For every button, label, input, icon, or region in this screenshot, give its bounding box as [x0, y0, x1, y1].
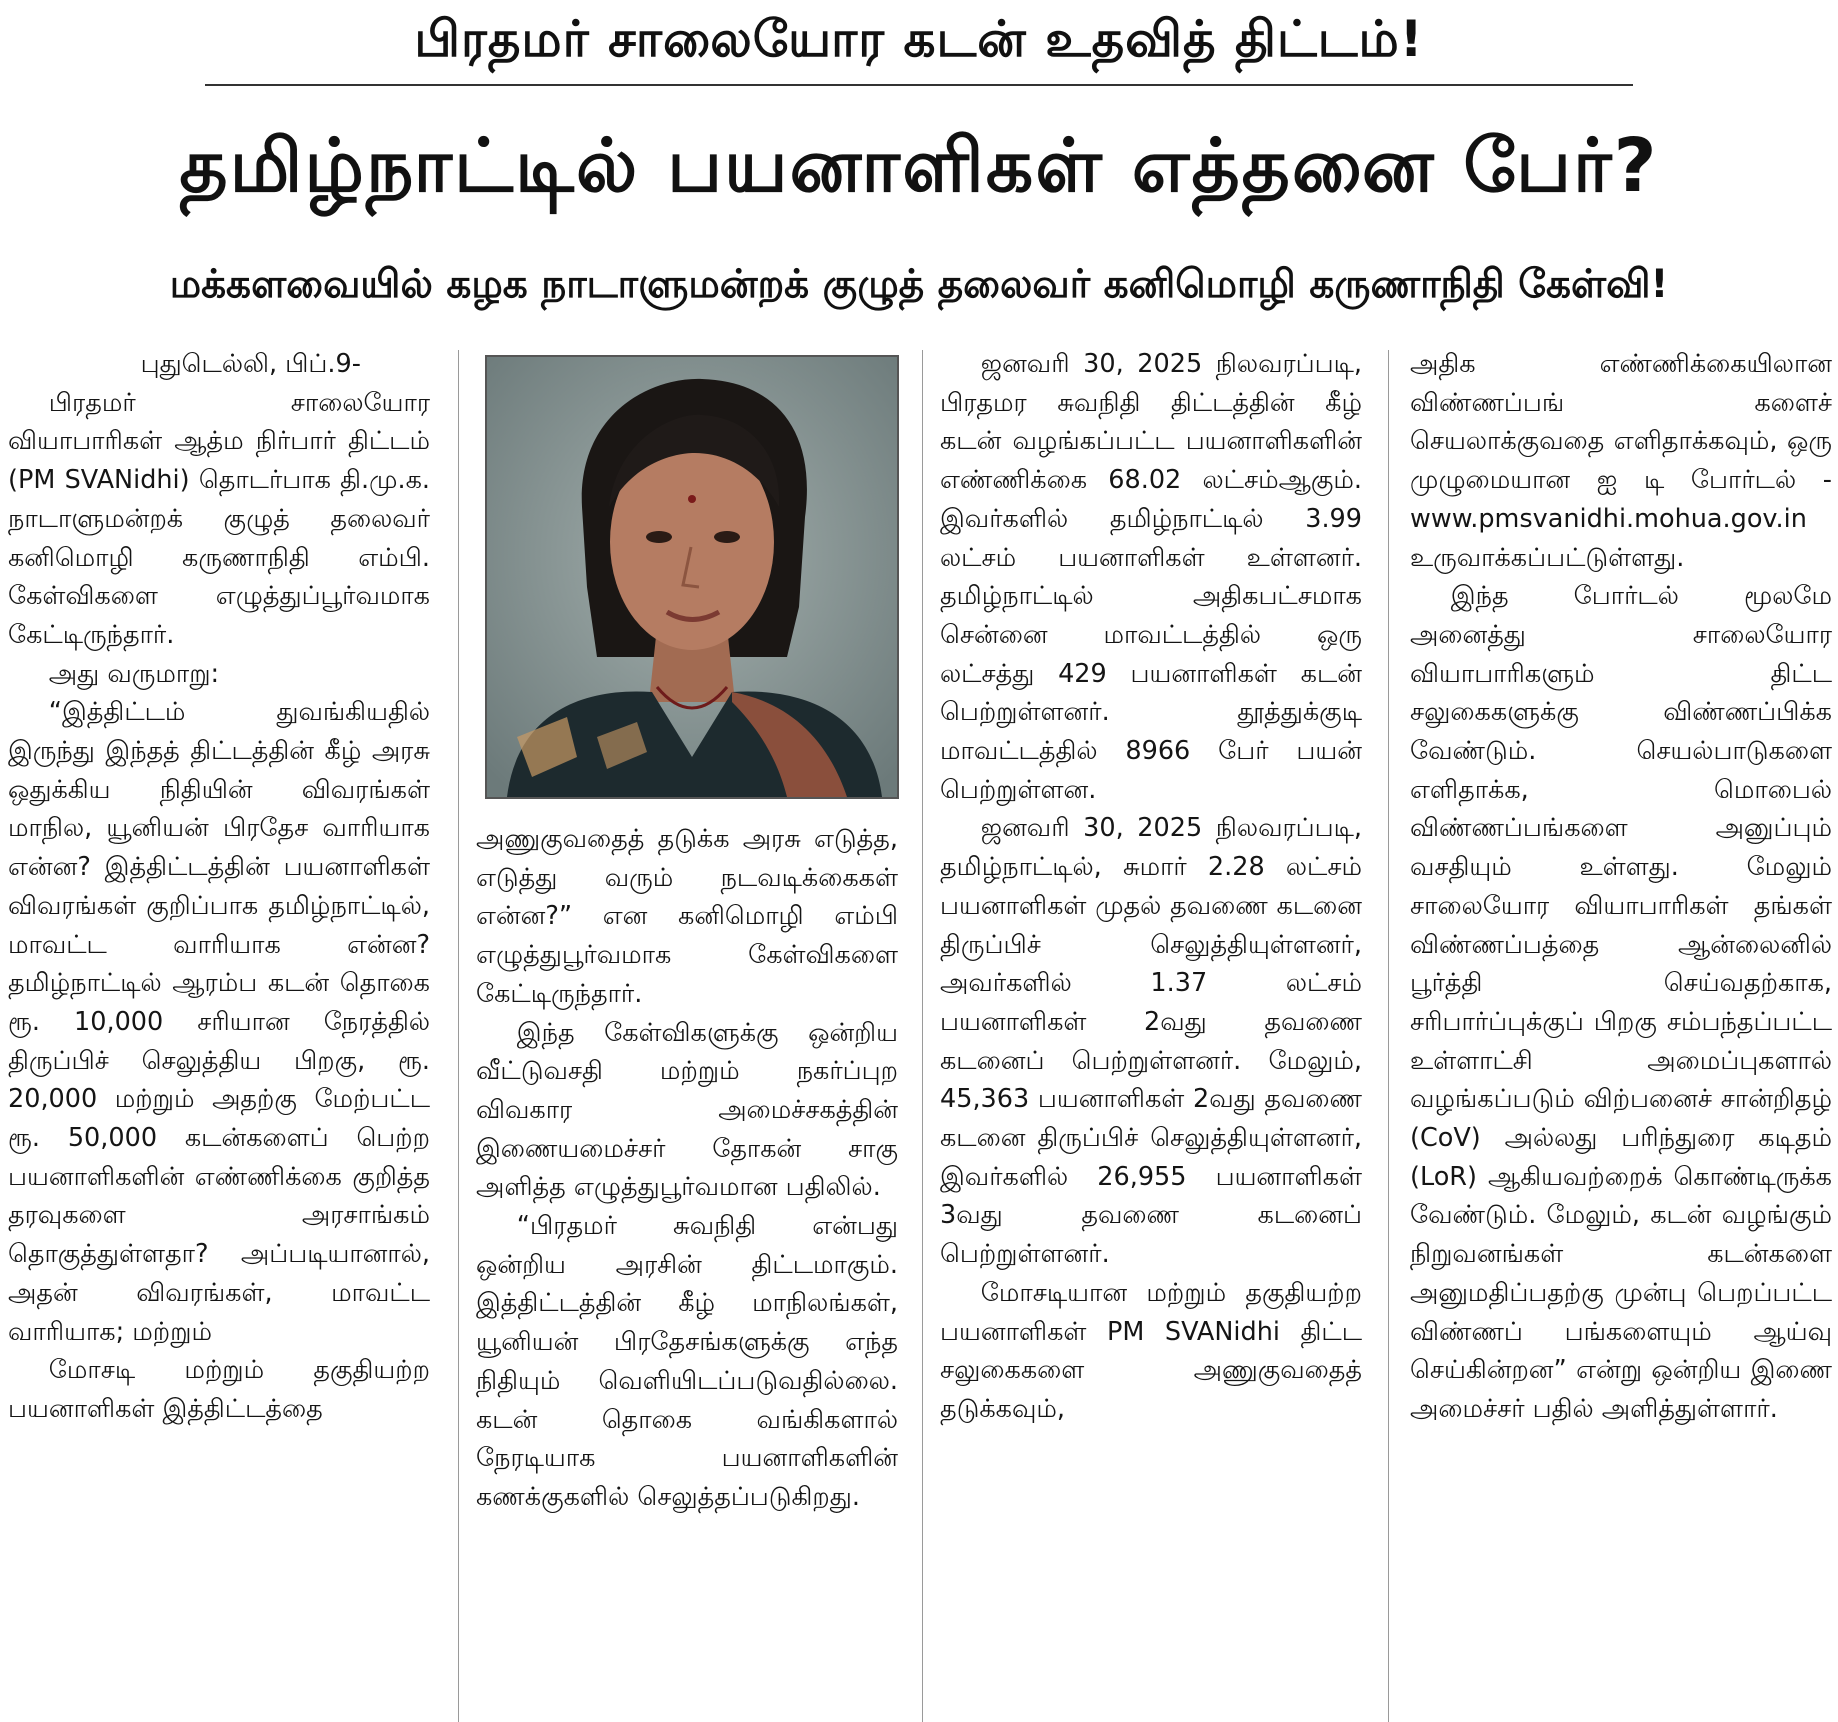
column-divider: [922, 350, 923, 1722]
sub-headline: மக்களவையில் கழக நாடாளுமன்றக் குழுத் தலைவர் கனிமொழி கருணாநிதி கேள்வி!: [169, 262, 1669, 307]
portrait-photo-icon: [487, 357, 897, 797]
paragraph: ஜனவரி 30, 2025 நிலவரப்படி, பிரதமர சுவநிதி திட்டத்தின் கீழ் கடன் வழங்கப்பட்ட பயனாளிகளின் எண்ணிக்கை 68.02 லட்சம்ஆகும். இவர்களில் தமிழ்நாட்டில் 3.99 லட்சம் பயனாளிகள் உள்ளனர். தமிழ்நாட்டில் அதிகபட்சமாக சென்னை மாவட்டத்தில் ஒரு லட்சத்து 429 பயனாளிகள் கடன் பெற்றுள்ளனர். தூத்துக்குடி மாவட்டத்தில் 8966 பேர் பயன் பெற்றுள்ளன.: [940, 349, 1362, 805]
column-divider: [458, 350, 459, 1722]
paragraph: பிரதமர் சாலையோர வியாபாரிகள் ஆத்ம நிர்பார் திட்டம் (PM SVANidhi) தொடர்பாக தி.மு.க. நாடாளுமன்றக் குழுத் தலைவர் கனிமொழி கருணாநிதி எம்பி. கேள்விகளை எழுத்துப்பூர்வமாக கேட்டிருந்தார்.: [8, 387, 430, 650]
paragraph: “இத்திட்டம் துவங்கியதில் இருந்து இந்தத் திட்டத்தின் கீழ் அரசு ஒதுக்கிய நிதியின் விவரங்கள் மாநில, யூனியன் பிரதேச வாரியாக என்ன? இத்திட்டத்தின் பயனாளிகள் விவரங்கள் குறிப்பாக தமிழ்நாட்டில், மாவட்ட வாரியாக என்ன? தமிழ்நாட்டில் ஆரம்ப கடன் தொகை ரூ. 10,000 சரியான நேரத்தில் திருப்பிச் செலுத்திய பிறகு, ரூ. 20,000 மற்றும் அதற்கு மேற்பட்ட ரூ. 50,000 கடன்களைப் பெற்ற பயனாளிகளின் எண்ணிக்கை குறித்த தரவுகளை அரசாங்கம் தொகுத்துள்ளதா? அப்படியானால், அதன் விவரங்கள், மாவட்ட வாரியாக; மற்றும்: [8, 697, 430, 1347]
kicker-headline: பிரதமர் சாலையோர கடன் உதவித் திட்டம்!: [414, 10, 1424, 68]
headline-divider: [205, 84, 1633, 86]
paragraph: அது வருமாறு:: [48, 658, 220, 689]
column-divider: [1388, 350, 1389, 1722]
article-column-2: [476, 820, 898, 1722]
article-column-1: [8, 345, 430, 1722]
paragraph: இந்த கேள்விகளுக்கு ஒன்றிய வீட்டுவசதி மற்றும் நகர்ப்புற விவகார அமைச்சகத்தின் இணையமைச்சர் தோகன் சாகு அளித்த எழுத்துபூர்வமான பதிலில்.: [476, 1017, 898, 1203]
paragraph: மோசடி மற்றும் தகுதியற்ற பயனாளிகள் இத்திட்டத்தை: [8, 1355, 430, 1424]
paragraph: ஜனவரி 30, 2025 நிலவரப்படி, தமிழ்நாட்டில், சுமார் 2.28 லட்சம் பயனாளிகள் முதல் தவணை கடனை திருப்பிச் செலுத்தியுள்ளனர், அவர்களில் 1.37 லட்சம் பயனாளிகள் 2வது தவணை கடனைப் பெற்றுள்ளனர். மேலும், 45,363 பயனாளிகள் 2வது தவணை கடனை திருப்பிச் செலுத்தியுள்ளனர், இவர்களில் 26,955 பயனாளிகள் 3வது தவணை கடனைப் பெற்றுள்ளனர்.: [940, 813, 1362, 1270]
portrait-photo: [485, 355, 899, 799]
main-headline: தமிழ்நாட்டில் பயனாளிகள் எத்தனை பேர்?: [179, 123, 1659, 209]
article-column-4: [1410, 345, 1832, 1722]
paragraph: மோசடியான மற்றும் தகுதியற்ற பயனாளிகள் PM SVANidhi திட்ட சலுகைகளை அணுகுவதைத் தடுக்கவும்,: [940, 1277, 1362, 1424]
paragraph: அதிக எண்ணிக்கையிலான விண்ணப்பங் களைச் செயலாக்குவதை எளிதாக்கவும், ஒரு முழுமையான ஐ டி போர்டல் -www.pmsvanidhi.mohua.gov.in உருவாக்கப்பட்டுள்ளது.: [1410, 349, 1832, 573]
paragraph: அணுகுவதைத் தடுக்க அரசு எடுத்த, எடுத்து வரும் நடவடிக்கைகள் என்ன?” என கனிமொழி எம்பி எழுத்துபூர்வமாக கேள்விகளை கேட்டிருந்தார்.: [476, 824, 898, 1009]
dateline: புதுடெல்லி, பிப்.9-: [140, 349, 361, 379]
paragraph: இந்த போர்டல் மூலமே அனைத்து சாலையோர வியாபாரிகளும் திட்ட சலுகைகளுக்கு விண்ணப்பிக்க வேண்டும். செயல்பாடுகளை எளிதாக்க, மொபைல் விண்ணப்பங்களை அனுப்பும் வசதியும் உள்ளது. மேலும் சாலையோர வியாபாரிகள் தங்கள் விண்ணப்பத்தை ஆன்லைனில் பூர்த்தி செய்வதற்காக, சரிபார்ப்புக்குப் பிறகு சம்பந்தப்பட்ட உள்ளாட்சி அமைப்புகளால் வழங்கப்படும் விற்பனைச் சான்றிதழ் (CoV) அல்லது பரிந்துரை கடிதம் (LoR) ஆகியவற்றைக் கொண்டிருக்க வேண்டும். மேலும், கடன் வழங்கும் நிறுவனங்கள் கடன்களை அனுமதிப்பதற்கு முன்பு பெறப்பட்ட விண்ணப் பங்களையும் ஆய்வு செய்கின்றன” என்று ஒன்றிய இணை அமைச்சர் பதில் அளித்துள்ளார்.: [1410, 581, 1832, 1424]
paragraph: “பிரதமர் சுவநிதி என்பது ஒன்றிய அரசின் திட்டமாகும். இத்திட்டத்தின் கீழ் மாநிலங்கள், யூனியன் பிரதேசங்களுக்கு எந்த நிதியும் வெளியிடப்படுவதில்லை. கடன் தொகை வங்கிகளால் நேரடியாக பயனாளிகளின் கணக்குகளில் செலுத்தப்படுகிறது.: [476, 1211, 898, 1512]
article-column-3: [940, 345, 1362, 1722]
